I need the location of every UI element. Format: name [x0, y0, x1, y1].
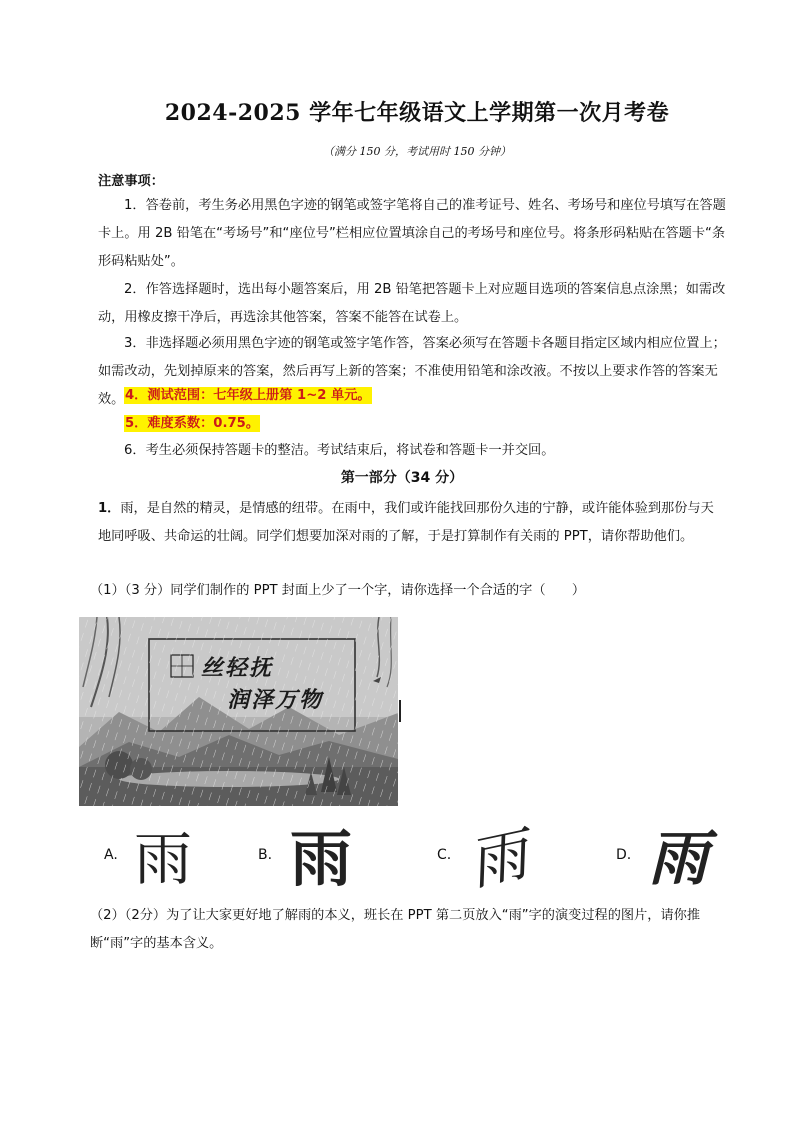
option-a-label: A. [104, 847, 118, 863]
exam-subtitle: （满分 150 分，考试用时 150 分钟） [323, 145, 511, 158]
option-b-label: B. [258, 847, 273, 863]
option-a[interactable] [104, 824, 194, 896]
note-1: 1．答卷前，考生务必用黑色字迹的钢笔或签字笔将自己的准考证号、姓名、考场号和座位号填写在答题卡上。用 2B 铅笔在“考场号”和“座位号”栏相应位置填涂自己的考场号和座位号。将条形码粘贴在答题卡“条形码粘贴处”。 [98, 198, 726, 269]
question-1-sub2: （2）（2分）为了让大家更好地了解雨的本义，班长在 PPT 第二页放入“雨”字的演变过程的图片，请你推断“雨”字的基本含义。 [90, 908, 701, 951]
ppt-text-line1: 丝轻抚 [201, 655, 274, 681]
option-c[interactable] [437, 819, 537, 899]
option-d-glyph: 雨 [648, 826, 708, 892]
note-2: 2．作答选择题时，选出每小题答案后，用 2B 铅笔把答题卡上对应题目选项的答案信息点涂黑；如需改动，用橡皮擦干净后，再选涂其他答案，答案不能答在试卷上。 [98, 282, 726, 325]
option-a-glyph: 雨 [134, 825, 193, 893]
ppt-cover-image [79, 617, 398, 806]
text-cursor [399, 700, 401, 722]
note-6: 6．考生必须保持答题卡的整洁。考试结束后，将试卷和答题卡一并交回。 [124, 443, 555, 458]
note-5 [98, 410, 726, 438]
question-1-lead: 雨，是自然的精灵，是情感的纽带。在雨中，我们或许能找回那份久违的宁静，或许能体验到那份与天地同呼吸、共命运的壮阔。同学们想要加深对雨的了解，于是打算制作有关雨的 PPT，请你帮助他们。 [98, 501, 714, 544]
option-b-glyph: 雨 [290, 822, 353, 895]
option-d-label: D. [616, 847, 632, 863]
option-b[interactable] [258, 824, 368, 896]
section-title: 第一部分（34 分） [340, 470, 464, 486]
notes-heading: 注意事项： [98, 174, 164, 189]
option-c-glyph: 雨 [462, 819, 534, 899]
note-4-highlight: 4．测试范围：七年级上册第 1~2 单元。 [125, 388, 371, 403]
question-1-number: 1． [98, 501, 121, 516]
exam-title: 2024-2025 学年七年级语文上学期第一次月考卷 [164, 100, 670, 126]
ppt-text-line2: 润泽万物 [227, 687, 324, 713]
option-d[interactable] [616, 824, 716, 896]
note-4 [98, 382, 726, 410]
note-3: 3．非选择题必须用黑色字迹的钢笔或签字笔作答，答案必须写在答题卡各题目指定区域内相应位置上；如需改动，先划掉原来的答案，然后再写上新的答案；不准使用铅笔和涂改液。不按以上要求作答的答案无效。 [98, 336, 726, 407]
question-1-sub1: （1）（3 分）同学们制作的 PPT 封面上少了一个字，请你选择一个合适的字（ ） [90, 583, 586, 598]
note-5-highlight: 5．难度系数：0.75。 [125, 416, 260, 431]
option-c-label: C. [437, 847, 452, 863]
question-1 [98, 495, 726, 551]
